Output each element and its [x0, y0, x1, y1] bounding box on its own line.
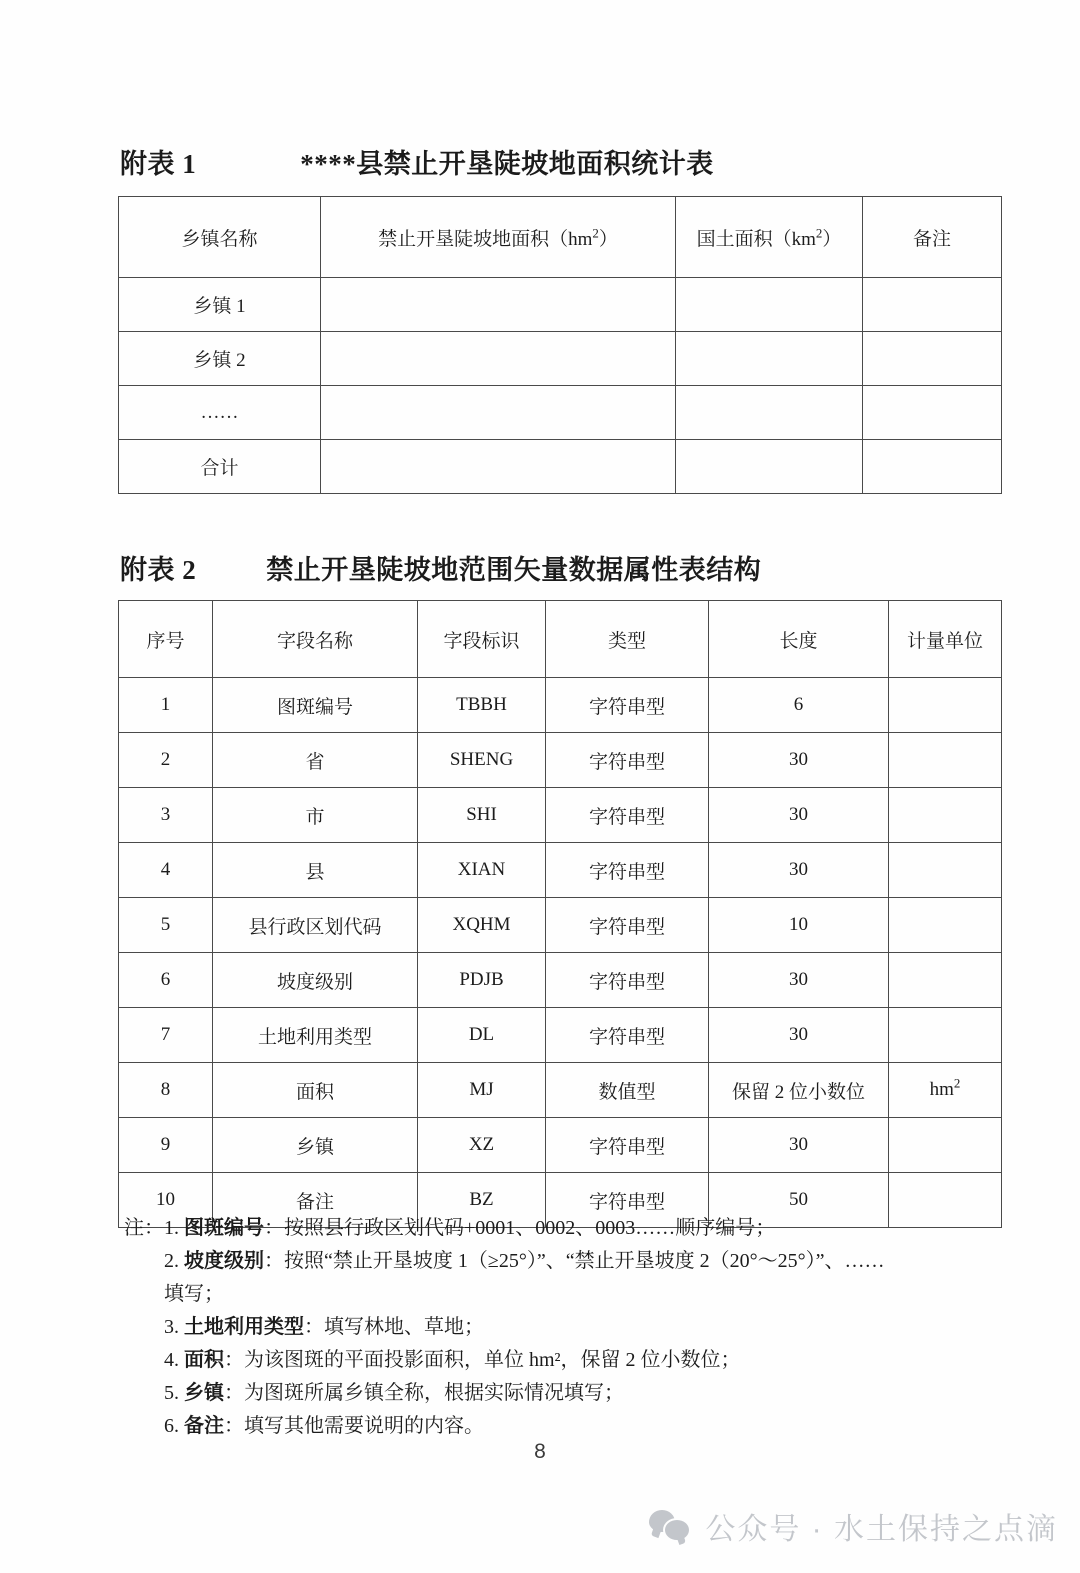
appendix-1-col-header: 备注	[863, 197, 1002, 278]
table-cell-length: 保留 2 位小数位	[709, 1063, 889, 1118]
table-cell-area-hm2	[321, 332, 676, 386]
table-cell-no: 1	[119, 678, 213, 733]
table-cell-land-km2	[676, 332, 863, 386]
note-line	[124, 1410, 1004, 1443]
table-cell-remark	[863, 386, 1002, 440]
table-cell-length: 10	[709, 898, 889, 953]
appendix-2-col-header: 计量单位	[889, 601, 1002, 678]
note-line	[124, 1344, 1004, 1377]
appendix-2-col-header: 字段标识	[418, 601, 546, 678]
table-cell-unit	[889, 1118, 1002, 1173]
appendix-2-label: 附表 2	[120, 555, 197, 585]
table-cell-length: 50	[709, 1173, 889, 1228]
note-line	[124, 1278, 1004, 1311]
table-cell-length: 30	[709, 843, 889, 898]
table-row	[119, 953, 1002, 1008]
note-number: 5.	[164, 1382, 184, 1404]
table-cell-name: ……	[119, 386, 321, 440]
note-number: 3.	[164, 1316, 184, 1338]
table-cell-unit	[889, 788, 1002, 843]
table-cell-unit	[889, 678, 1002, 733]
table-cell-name: 乡镇 2	[119, 332, 321, 386]
table-row	[119, 788, 1002, 843]
table-cell-remark	[863, 332, 1002, 386]
table-cell-area-hm2	[321, 386, 676, 440]
table-cell-field-id: XIAN	[418, 843, 546, 898]
note-term: 面积	[184, 1349, 224, 1371]
table-cell-no: 2	[119, 733, 213, 788]
notes-block	[124, 1212, 1004, 1443]
note-text: ：按照“禁止开垦坡度 1（≥25°）”、“禁止开垦坡度 2（20°～25°）”、……	[264, 1250, 885, 1272]
table-cell-no: 6	[119, 953, 213, 1008]
table-cell-field-name: 县	[213, 843, 418, 898]
table-cell-area-hm2	[321, 278, 676, 332]
table-cell-field-id: MJ	[418, 1063, 546, 1118]
table-row	[119, 843, 1002, 898]
table-cell-length: 30	[709, 733, 889, 788]
table-cell-length: 6	[709, 678, 889, 733]
note-line	[124, 1377, 1004, 1410]
appendix-2-header-row	[119, 601, 1002, 678]
table-cell-type: 字符串型	[546, 1173, 709, 1228]
table-cell-field-id: PDJB	[418, 953, 546, 1008]
appendix-1-col-header: 国土面积$(km^2)$	[676, 197, 863, 278]
table-cell-name: 乡镇 1	[119, 278, 321, 332]
note-number: 4.	[164, 1349, 184, 1371]
table-cell-land-km2	[676, 278, 863, 332]
table-cell-unit	[889, 953, 1002, 1008]
appendix-2-heading: 禁止开垦陡坡地范围矢量数据属性表结构	[266, 555, 762, 585]
note-line	[124, 1245, 1004, 1278]
table-cell-field-name: 土地利用类型	[213, 1008, 418, 1063]
table-cell-type: 字符串型	[546, 678, 709, 733]
table-cell-no: 3	[119, 788, 213, 843]
table-cell-field-id: XZ	[418, 1118, 546, 1173]
table-cell-unit: $hm^2$	[889, 1063, 1002, 1118]
table-cell-no: 9	[119, 1118, 213, 1173]
note-term: 乡镇	[184, 1382, 224, 1404]
note-line	[124, 1311, 1004, 1344]
table-cell-area-hm2	[321, 440, 676, 494]
table-cell-no: 5	[119, 898, 213, 953]
table-cell-land-km2	[676, 440, 863, 494]
appendix-2-col-header: 长度	[709, 601, 889, 678]
appendix-2-table	[118, 600, 1002, 1228]
table-row	[119, 678, 1002, 733]
note-term: 备注	[184, 1415, 224, 1437]
watermark-label: 公众号 · 水土保持之点滴	[705, 1513, 1058, 1546]
wechat-icon	[649, 1510, 691, 1542]
table-cell-no: 7	[119, 1008, 213, 1063]
note-term: 土地利用类型	[184, 1316, 304, 1338]
table-row	[119, 386, 1002, 440]
page-number: 8	[534, 1440, 546, 1463]
table-cell-field-id: TBBH	[418, 678, 546, 733]
watermark	[649, 1504, 1058, 1548]
table-row	[119, 440, 1002, 494]
table-cell-unit	[889, 733, 1002, 788]
table-cell-field-name: 坡度级别	[213, 953, 418, 1008]
table-cell-field-name: 县行政区划代码	[213, 898, 418, 953]
appendix-1-heading: ****县禁止开垦陡坡地面积统计表	[300, 149, 714, 179]
table-cell-type: 字符串型	[546, 843, 709, 898]
table-cell-field-name: 市	[213, 788, 418, 843]
appendix-1-table	[118, 196, 1002, 494]
appendix-1-label: 附表 1	[120, 149, 197, 179]
table-row	[119, 898, 1002, 953]
appendix-1-title	[120, 142, 714, 181]
table-cell-no: 4	[119, 843, 213, 898]
table-cell-type: 字符串型	[546, 1118, 709, 1173]
note-text: ：填写其他需要说明的内容。	[224, 1415, 484, 1437]
note-line	[124, 1212, 1004, 1245]
appendix-1-col-header: 乡镇名称	[119, 197, 321, 278]
table-row	[119, 733, 1002, 788]
note-number: 2.	[164, 1250, 184, 1272]
table-cell-field-id: BZ	[418, 1173, 546, 1228]
appendix-2-col-header: 类型	[546, 601, 709, 678]
table-cell-type: 字符串型	[546, 733, 709, 788]
note-text: ：按照县行政区划代码+0001、0002、0003……顺序编号；	[264, 1217, 776, 1239]
table-cell-no: 10	[119, 1173, 213, 1228]
table-cell-field-name: 图斑编号	[213, 678, 418, 733]
table-cell-unit	[889, 898, 1002, 953]
table-cell-type: 字符串型	[546, 898, 709, 953]
note-text: ：为图斑所属乡镇全称，根据实际情况填写；	[224, 1382, 624, 1404]
table-cell-no: 8	[119, 1063, 213, 1118]
table-cell-field-name: 省	[213, 733, 418, 788]
table-cell-field-name: 面积	[213, 1063, 418, 1118]
table-cell-type: 字符串型	[546, 953, 709, 1008]
table-cell-field-id: SHI	[418, 788, 546, 843]
table-cell-field-name: 乡镇	[213, 1118, 418, 1173]
table-cell-length: 30	[709, 1008, 889, 1063]
table-cell-field-id: DL	[418, 1008, 546, 1063]
table-cell-name: 合计	[119, 440, 321, 494]
note-number: 1.	[164, 1217, 184, 1239]
table-cell-type: 字符串型	[546, 788, 709, 843]
table-cell-land-km2	[676, 386, 863, 440]
note-text: 填写；	[164, 1283, 224, 1305]
table-cell-unit	[889, 843, 1002, 898]
table-row	[119, 278, 1002, 332]
table-row	[119, 1063, 1002, 1118]
table-cell-length: 30	[709, 1118, 889, 1173]
note-text: ：为该图斑的平面投影面积，单位 hm²，保留 2 位小数位；	[224, 1349, 741, 1371]
note-number: 6.	[164, 1415, 184, 1437]
note-term: 图斑编号	[184, 1217, 264, 1239]
table-cell-length: 30	[709, 788, 889, 843]
appendix-1-header-row	[119, 197, 1002, 278]
appendix-2-col-header: 序号	[119, 601, 213, 678]
appendix-2-col-header: 字段名称	[213, 601, 418, 678]
table-cell-unit	[889, 1008, 1002, 1063]
table-row	[119, 332, 1002, 386]
table-cell-type: 字符串型	[546, 1008, 709, 1063]
table-cell-type: 数值型	[546, 1063, 709, 1118]
table-cell-remark	[863, 278, 1002, 332]
notes-prefix: 注：	[124, 1217, 164, 1239]
table-cell-remark	[863, 440, 1002, 494]
note-term: 坡度级别	[184, 1250, 264, 1272]
table-cell-field-id: XQHM	[418, 898, 546, 953]
table-row	[119, 1008, 1002, 1063]
appendix-2-title	[120, 548, 761, 587]
table-cell-field-id: SHENG	[418, 733, 546, 788]
table-cell-field-name: 备注	[213, 1173, 418, 1228]
appendix-1-col-header: 禁止开垦陡坡地面积$(hm^2)$	[321, 197, 676, 278]
note-text: ：填写林地、草地；	[304, 1316, 484, 1338]
table-row	[119, 1118, 1002, 1173]
table-cell-length: 30	[709, 953, 889, 1008]
